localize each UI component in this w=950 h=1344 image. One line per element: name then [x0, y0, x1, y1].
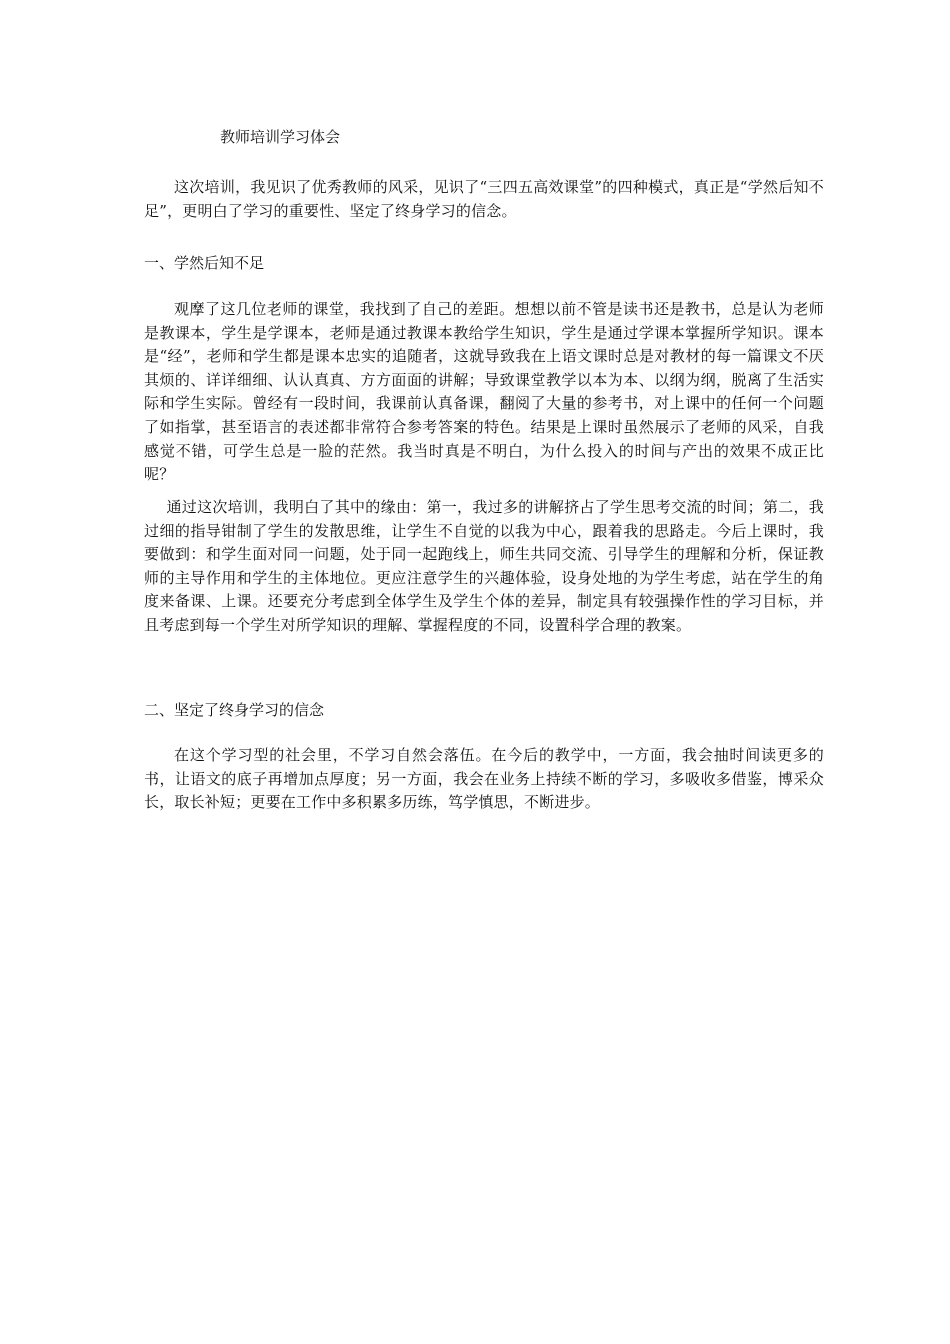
document-title: 教师培训学习体会 — [220, 128, 341, 146]
section-2-paragraph-1: 在这个学习型的社会里，不学习自然会落伍。在今后的教学中，一方面，我会抽时间读更多的书，让语文的底子再增加点厚度；另一方面，我会在业务上持续不断的学习，多吸收多借鉴，博采众长，取长补短；更要在工作中多积累多历练，笃学慎思，不断进步。 — [144, 746, 824, 812]
intro-paragraph: 这次培训，我见识了优秀教师的风采，见识了“三四五高效课堂”的四种模式，真正是“学然后知不足”，更明白了学习的重要性、坚定了终身学习的信念。 — [144, 178, 824, 220]
section-1-paragraph-2: 通过这次培训，我明白了其中的缘由：第一，我过多的讲解挤占了学生思考交流的时间；第二，我过细的指导钳制了学生的发散思维，让学生不自觉的以我为中心，跟着我的思路走。今后上课时，我要做到：和学生面对同一问题，处于同一起跑线上，师生共同交流、引导学生的理解和分析，保证教师的主导作用和学生的主体地位。更应注意学生的兴趣体验，设身处地的为学生考虑，站在学生的角度来备课、上课。还要充分考虑到全体学生及学生个体的差异，制定具有较强操作性的学习目标，并且考虑到每一个学生对所学知识的理解、掌握程度的不同，设置科学合理的教案。 — [144, 498, 824, 634]
section-heading-2: 二、坚定了终身学习的信念 — [144, 701, 325, 719]
section-1-paragraph-1: 观摩了这几位老师的课堂，我找到了自己的差距。想想以前不管是读书还是教书，总是认为老师是教课本，学生是学课本，老师是通过教课本教给学生知识，学生是通过学课本掌握所学知识。课本是“经”，老师和学生都是课本忠实的追随者，这就导致我在上语文课时总是对教材的每一篇课文不厌其烦的、详详细细、认认真真、方方面面的讲解；导致课堂教学以本为本、以纲为纲，脱离了生活实际和学生实际。曾经有一段时间，我课前认真备课，翻阅了大量的参考书，对上课中的任何一个问题了如指掌，甚至语言的表述都非常符合参考答案的特色。结果是上课时虽然展示了老师的风采，自我感觉不错，可学生总是一脸的茫然。我当时真是不明白，为什么投入的时间与产出的效果不成正比呢？ — [144, 300, 824, 484]
section-heading-1: 一、学然后知不足 — [144, 254, 265, 272]
